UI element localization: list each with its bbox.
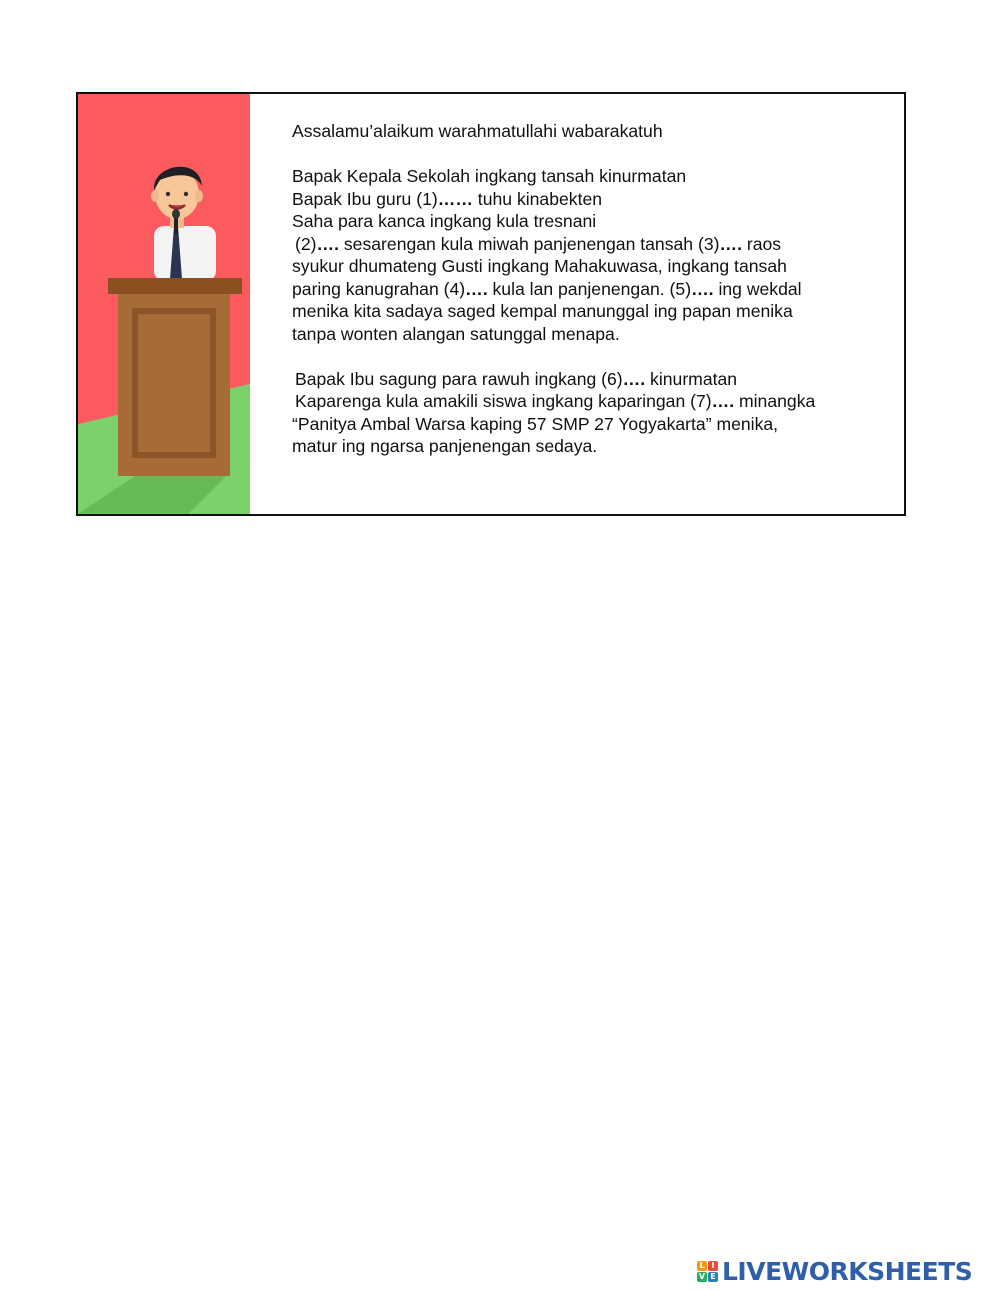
logo-letter-e: E	[708, 1272, 718, 1282]
blank-6: ….	[622, 368, 646, 389]
speaker-at-podium-image	[78, 94, 250, 514]
speech-line-4-end: raos	[741, 233, 782, 254]
address-teachers-end: tuhu kinabekten	[472, 188, 603, 209]
speech-line-12: matur ing ngarsa panjenengan sedaya.	[292, 436, 598, 456]
blank-4: ….	[465, 278, 488, 299]
blank-1: ……	[437, 188, 473, 209]
address-friends: Saha para kanca ingkang kula tresnani	[292, 211, 597, 231]
speech-card	[76, 92, 906, 516]
blank-2-label: (2)	[295, 233, 317, 254]
speech-line-9	[292, 368, 892, 391]
blank-7: ….	[711, 391, 735, 411]
speech-line-6-end: ing wekdal	[713, 278, 802, 299]
logo-letter-v: V	[698, 1272, 706, 1281]
speech-line-6	[292, 278, 892, 301]
logo-text: LIVEWORKSHEETS	[722, 1256, 973, 1286]
speech-line-4	[292, 233, 892, 256]
speaker-illustration	[78, 94, 250, 514]
greeting-line: Assalamu’alaikum warahmatullahi wabarakatuh	[292, 121, 663, 141]
speech-line-10-start: Kaparenga kula amakili siswa ingkang kaparingan (7)	[295, 391, 712, 411]
speech-line-6-start: paring kanugrahan (4)	[292, 278, 466, 299]
logo-grid-icon	[697, 1261, 718, 1282]
logo-letter-i: I	[708, 1261, 718, 1271]
blank-2: ….	[316, 233, 339, 254]
blank-3: ….	[719, 233, 742, 254]
address-teachers-text: Bapak Ibu guru (1)	[292, 188, 438, 209]
speech-line-4-mid: sesarengan kula miwah panjenengan tansah (3)	[339, 233, 720, 254]
speech-line-11: “Panitya Ambal Warsa kaping 57 SMP 27 Yogyakarta” menika,	[292, 413, 779, 434]
speech-line-8: tanpa wonten alangan satunggal menapa.	[292, 323, 620, 344]
speech-line-5: syukur dhumateng Gusti ingkang Mahakuwasa, ingkang tansah	[292, 256, 787, 276]
address-principal: Bapak Kepala Sekolah ingkang tansah kinurmatan	[292, 166, 687, 186]
logo-letter-l: L	[697, 1261, 707, 1271]
speech-line-9-end: kinurmatan	[645, 368, 738, 389]
blank-5: ….	[691, 278, 714, 299]
speech-text	[292, 120, 892, 458]
speech-line-9-start: Bapak Ibu sagung para rawuh ingkang (6)	[295, 368, 623, 389]
podium	[108, 278, 242, 476]
speech-line-10	[292, 390, 892, 413]
speech-line-6-mid: kula lan panjenengan. (5)	[487, 278, 692, 299]
speech-line-10-end: minangka	[734, 391, 816, 411]
liveworksheets-logo[interactable]	[697, 1256, 972, 1286]
speech-line-7: menika kita sadaya saged kempal manunggal ing papan menika	[292, 301, 793, 321]
address-teachers	[292, 188, 892, 211]
